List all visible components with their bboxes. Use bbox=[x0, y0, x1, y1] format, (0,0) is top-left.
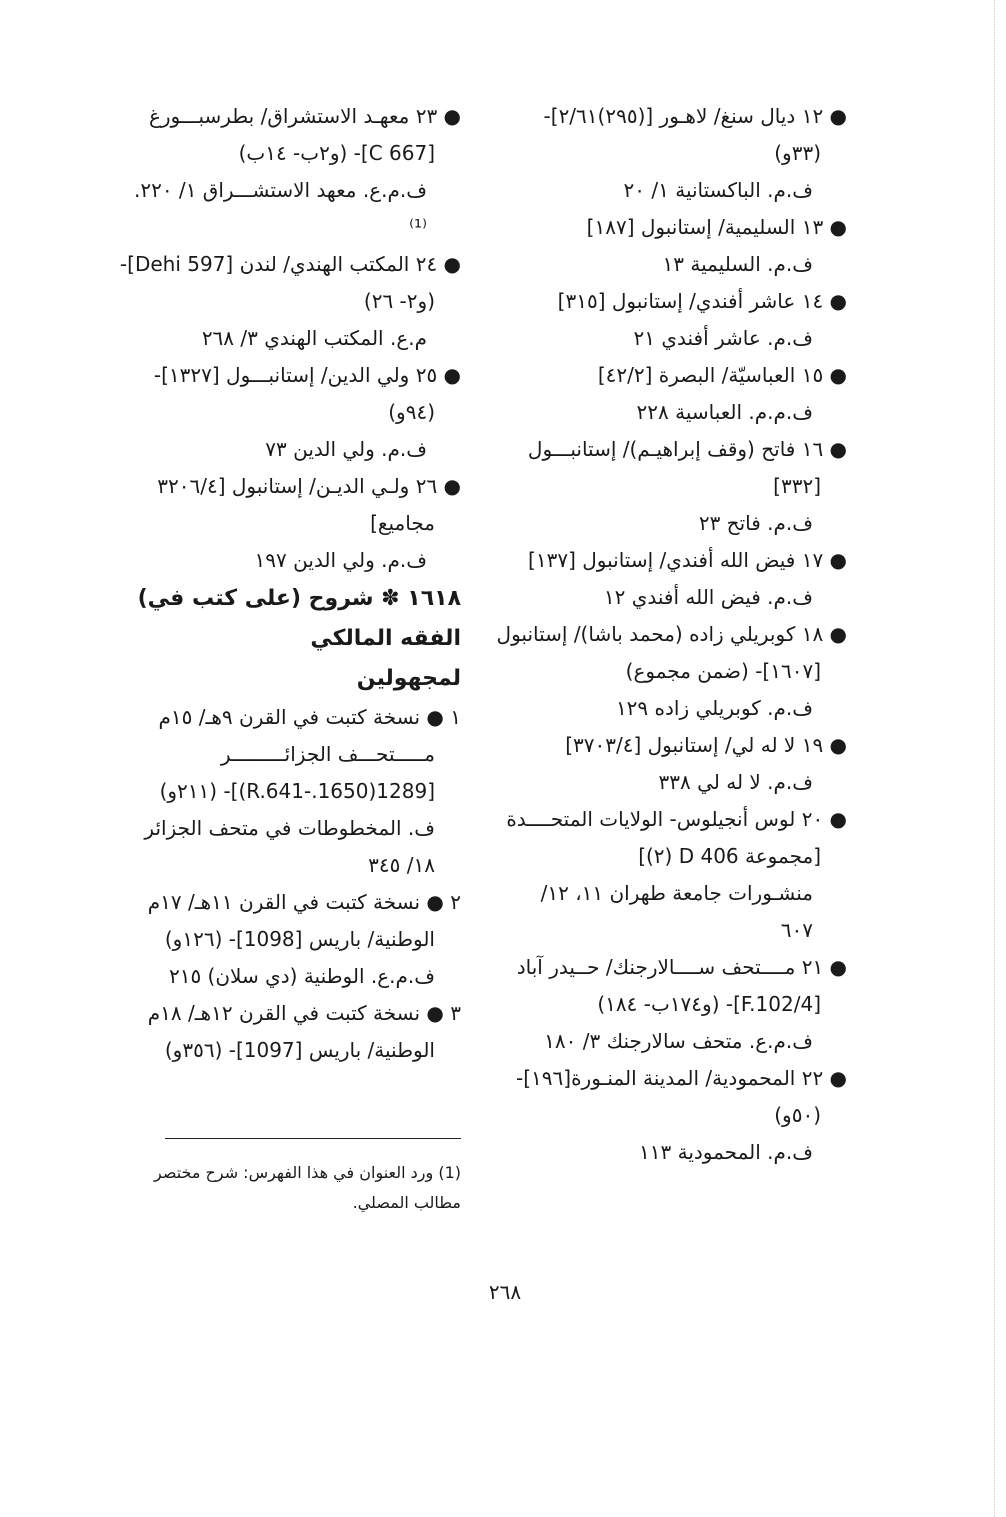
entry-17 bbox=[505, 542, 847, 616]
entry-reference: ف.م. ولي الدين ١٩٧ bbox=[254, 548, 427, 572]
entry-line: ● ٢٠ لوس أنجيلوس- الولايات المتحــــدة bbox=[506, 807, 847, 831]
entry-line: (و٢- ٢٦) bbox=[363, 289, 435, 313]
manuscript-line: ٢ ● نسخة كتبت في القرن ١١هـ/ ١٧م bbox=[147, 890, 461, 914]
entry-line: [F.102/4]- (و١٧٤ب- ١٨٤) bbox=[597, 992, 821, 1016]
entry-line: ● ١٥ العباسيّة/ البصرة [٤٢/٢] bbox=[597, 363, 847, 387]
entry-line: ● ٢١ مــــتحف ســــالارجنك/ حــيدر آباد bbox=[516, 955, 847, 979]
entry-line: ● ٢٤ المكتب الهندي/ لندن [Dehi 597]- bbox=[119, 252, 461, 276]
entry-line: ● ١٢ ديال سنغ/ لاهـور [(٢٩٥)٢/٦١]- bbox=[543, 104, 847, 128]
footnote: (1) ورد العنوان في هذا الفهرس: شرح مختصر مطالب المصلي. bbox=[154, 1163, 461, 1212]
manuscript-reference: ف. المخطوطات في متحف الجزائر ١٨/ ٣٤٥ bbox=[144, 816, 435, 877]
entry-reference: ف.م. لا له لي ٣٣٨ bbox=[658, 770, 813, 794]
manuscript-line: الوطنية/ باريس [1097]- (٣٥٦و) bbox=[164, 1038, 435, 1062]
scan-edge-divider bbox=[994, 0, 997, 1517]
manuscript-line: الوطنية/ باريس [1098]- (١٢٦و) bbox=[164, 927, 435, 951]
entry-reference: ف.م. السليمية ١٣ bbox=[662, 252, 813, 276]
entry-line: ● ١٣ السليمية/ إستانبول [١٨٧] bbox=[586, 215, 847, 239]
entry-13 bbox=[505, 209, 847, 283]
page-number: ٢٦٨ bbox=[488, 1280, 522, 1304]
manuscript-line: ٣ ● نسخة كتبت في القرن ١٢هـ/ ١٨م bbox=[147, 1001, 461, 1025]
entry-26 bbox=[125, 468, 461, 579]
manuscript-line: ١ ● نسخة كتبت في القرن ٩هـ/ ١٥م bbox=[158, 705, 461, 729]
entry-25 bbox=[125, 357, 461, 468]
entry-reference: ف.م. فيض الله أفندي ١٢ bbox=[603, 585, 813, 609]
entry-line: [مجموعة D 406 (٢)] bbox=[638, 844, 821, 868]
footnote-divider bbox=[165, 1138, 461, 1139]
entry-12 bbox=[505, 98, 847, 209]
entry-16 bbox=[505, 431, 847, 542]
entry-14 bbox=[505, 283, 847, 357]
entry-reference: منشـورات جامعة طهران ١١، ١٢/ ٦٠٧ bbox=[540, 881, 813, 942]
entry-21 bbox=[505, 949, 847, 1060]
entry-20 bbox=[505, 801, 847, 949]
left-column bbox=[119, 98, 461, 1069]
manuscript-2 bbox=[125, 884, 461, 995]
entry-reference: ف.م.ع. معهد الاستشـــراق ١/ ٢٢٠.⁽¹⁾ bbox=[133, 178, 427, 239]
entry-line: ● ٢٢ المحمودية/ المدينة المنـورة[١٩٦]- bbox=[516, 1066, 847, 1090]
entry-line: ● ١٧ فيض الله أفندي/ إستانبول [١٣٧] bbox=[528, 548, 847, 572]
entry-24 bbox=[119, 246, 461, 357]
entry-19 bbox=[505, 727, 847, 801]
entry-line: [١٦٠٧]- (ضمن مجموع) bbox=[625, 659, 821, 683]
manuscript-line: [1289(1650.-R.641)]- (٢١١و) bbox=[159, 779, 435, 803]
entry-reference: ف.م.ع. متحف سالارجنك ٣/ ١٨٠ bbox=[544, 1029, 813, 1053]
entry-reference: ف.م.م. العباسية ٢٢٨ bbox=[636, 400, 813, 424]
entry-reference: ف.م. كوبريلي زاده ١٢٩ bbox=[615, 696, 813, 720]
entry-line: مجاميع] bbox=[370, 511, 435, 535]
entry-reference: م.ع. المكتب الهندي ٣/ ٢٦٨ bbox=[201, 326, 427, 350]
manuscript-1 bbox=[125, 699, 461, 884]
entry-reference: ف.م. ولي الدين ٧٣ bbox=[265, 437, 427, 461]
entry-18 bbox=[496, 616, 847, 727]
entry-15 bbox=[505, 357, 847, 431]
entry-23 bbox=[125, 98, 461, 246]
entry-reference: ف.م. فاتح ٢٣ bbox=[698, 511, 813, 535]
entry-line: ● ٢٦ ولـي الديـن/ إستانبول [٣٢٠٦/٤ bbox=[157, 474, 461, 498]
section-subheading: لمجهولين bbox=[356, 666, 461, 691]
manuscript-line: مـــــتحـــف الجزائـــــــــر bbox=[220, 742, 435, 766]
entry-line: (٣٣و) bbox=[774, 141, 821, 165]
entry-line: ● ١٩ لا له لي/ إستانبول [٣٧٠٣/٤] bbox=[565, 733, 847, 757]
entry-reference: ف.م. الباكستانية ١/ ٢٠ bbox=[623, 178, 813, 202]
right-column bbox=[496, 98, 847, 1171]
entry-line: ● ١٤ عاشر أفندي/ إستانبول [٣١٥] bbox=[557, 289, 847, 313]
manuscript-reference: ف.م.ع. الوطنية (دي سلان) ٢١٥ bbox=[168, 964, 435, 988]
entry-reference: ف.م. عاشر أفندي ٢١ bbox=[633, 326, 813, 350]
entry-line: (٥٠و) bbox=[774, 1103, 821, 1127]
entry-reference: ف.م. المحمودية ١١٣ bbox=[639, 1140, 813, 1164]
entry-line: [C 667]- (و٢ب- ١٤ب) bbox=[238, 141, 435, 165]
entry-line: (٩٤و) bbox=[388, 400, 435, 424]
manuscript-3 bbox=[125, 995, 461, 1069]
section-heading: ١٦١٨ ✽ شروح (على كتب في) الفقه المالكي bbox=[137, 586, 461, 651]
entry-line: [٣٣٢] bbox=[773, 474, 821, 498]
entry-line: ● ٢٥ ولي الدين/ إستانبـــول [١٣٢٧]- bbox=[153, 363, 461, 387]
entry-line: ● ٢٣ معهـد الاستشراق/ بطرسبـــورغ bbox=[148, 104, 461, 128]
entry-22 bbox=[505, 1060, 847, 1171]
entry-line: ● ١٨ كوبريلي زاده (محمد باشا)/ إستانبول bbox=[496, 622, 847, 646]
entry-line: ● ١٦ فاتح (وقف إبراهيـم)/ إستانبـــول bbox=[527, 437, 847, 461]
